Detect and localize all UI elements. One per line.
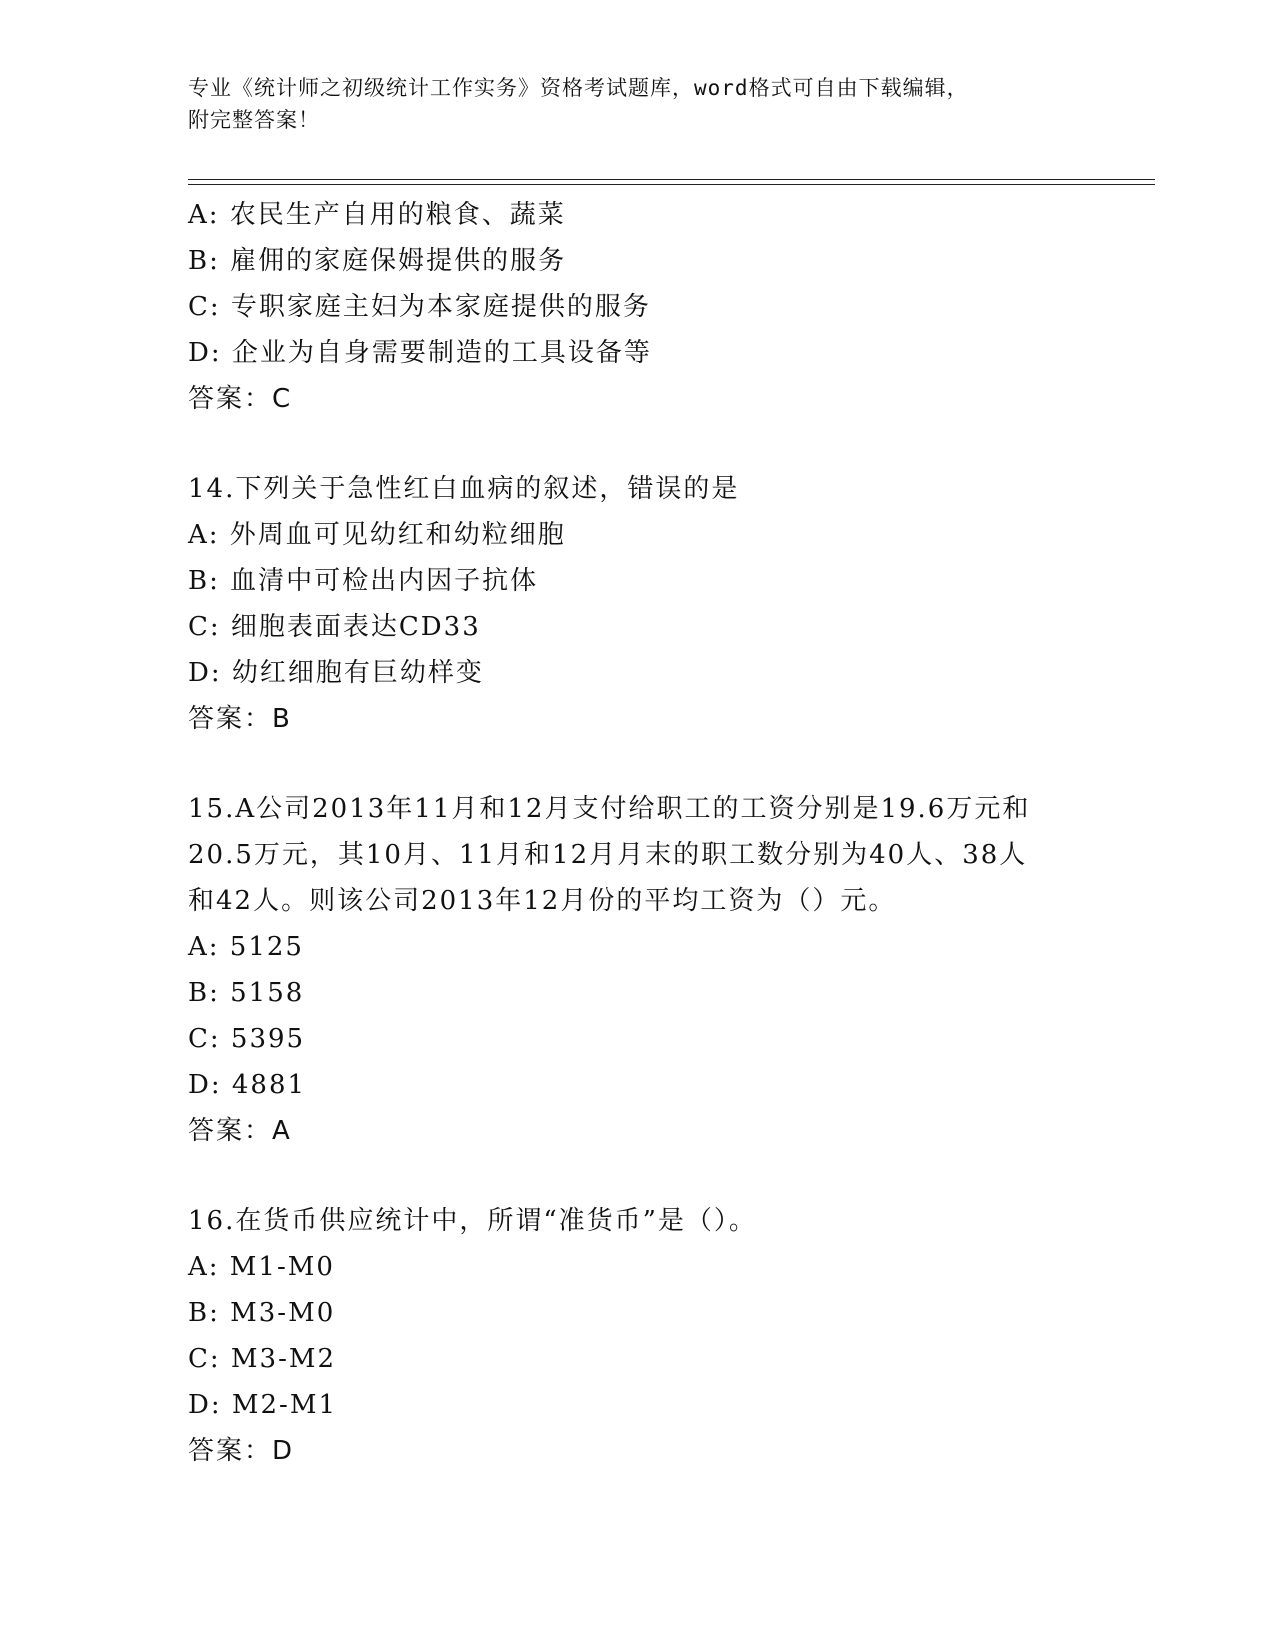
spacer — [188, 742, 1088, 786]
option-b: B: 血清中可检出内因子抗体 — [188, 566, 539, 596]
option-d: D: 4881 — [188, 1070, 307, 1100]
option-b: B: M3-M0 — [188, 1298, 336, 1328]
question-15 — [188, 786, 1088, 1154]
option-a: A: 外周血可见幼红和幼粒细胞 — [188, 520, 566, 550]
question-16 — [188, 1198, 1088, 1474]
question-text-line-2: 20.5万元，其10月、11月和12月月末的职工数分别为40人、38人 — [188, 840, 1028, 870]
header-line-2: 附完整答案！ — [188, 108, 320, 132]
option-a: A: M1-M0 — [188, 1252, 335, 1282]
question-13 — [188, 192, 1088, 422]
header-divider-top — [188, 179, 1155, 180]
option-b: B: 5158 — [188, 978, 305, 1008]
question-text: 16.在货币供应统计中，所谓“准货币”是（）。 — [188, 1206, 757, 1236]
option-b: B: 雇佣的家庭保姆提供的服务 — [188, 246, 567, 276]
option-c: C: M3-M2 — [188, 1344, 337, 1374]
document-header — [188, 72, 1068, 136]
option-d: D: M2-M1 — [188, 1390, 337, 1420]
answer: 答案：C — [188, 384, 293, 414]
option-c: C: 专职家庭主妇为本家庭提供的服务 — [188, 292, 651, 322]
answer: 答案：D — [188, 1436, 295, 1466]
question-text: 14.下列关于急性红白血病的叙述，错误的是 — [188, 474, 740, 504]
spacer — [188, 1154, 1088, 1198]
spacer — [188, 422, 1088, 466]
option-d: D: 幼红细胞有巨幼样变 — [188, 658, 484, 688]
question-14 — [188, 466, 1088, 742]
option-a: A: 农民生产自用的粮食、蔬菜 — [188, 200, 566, 230]
option-c: C: 细胞表面表达CD33 — [188, 612, 481, 642]
header-line-1: 专业《统计师之初级统计工作实务》资格考试题库，word格式可自由下载编辑， — [188, 76, 969, 100]
option-d: D: 企业为自身需要制造的工具设备等 — [188, 338, 652, 368]
question-list — [188, 192, 1088, 1474]
answer: 答案：B — [188, 704, 292, 734]
option-a: A: 5125 — [188, 932, 304, 962]
header-divider-bottom — [188, 184, 1155, 185]
answer: 答案：A — [188, 1116, 292, 1146]
option-c: C: 5395 — [188, 1024, 306, 1054]
question-text-line-1: 15.A公司2013年11月和12月支付给职工的工资分别是19.6万元和 — [188, 794, 1031, 824]
question-text-line-3: 和42人。则该公司2013年12月份的平均工资为（）元。 — [188, 886, 897, 916]
